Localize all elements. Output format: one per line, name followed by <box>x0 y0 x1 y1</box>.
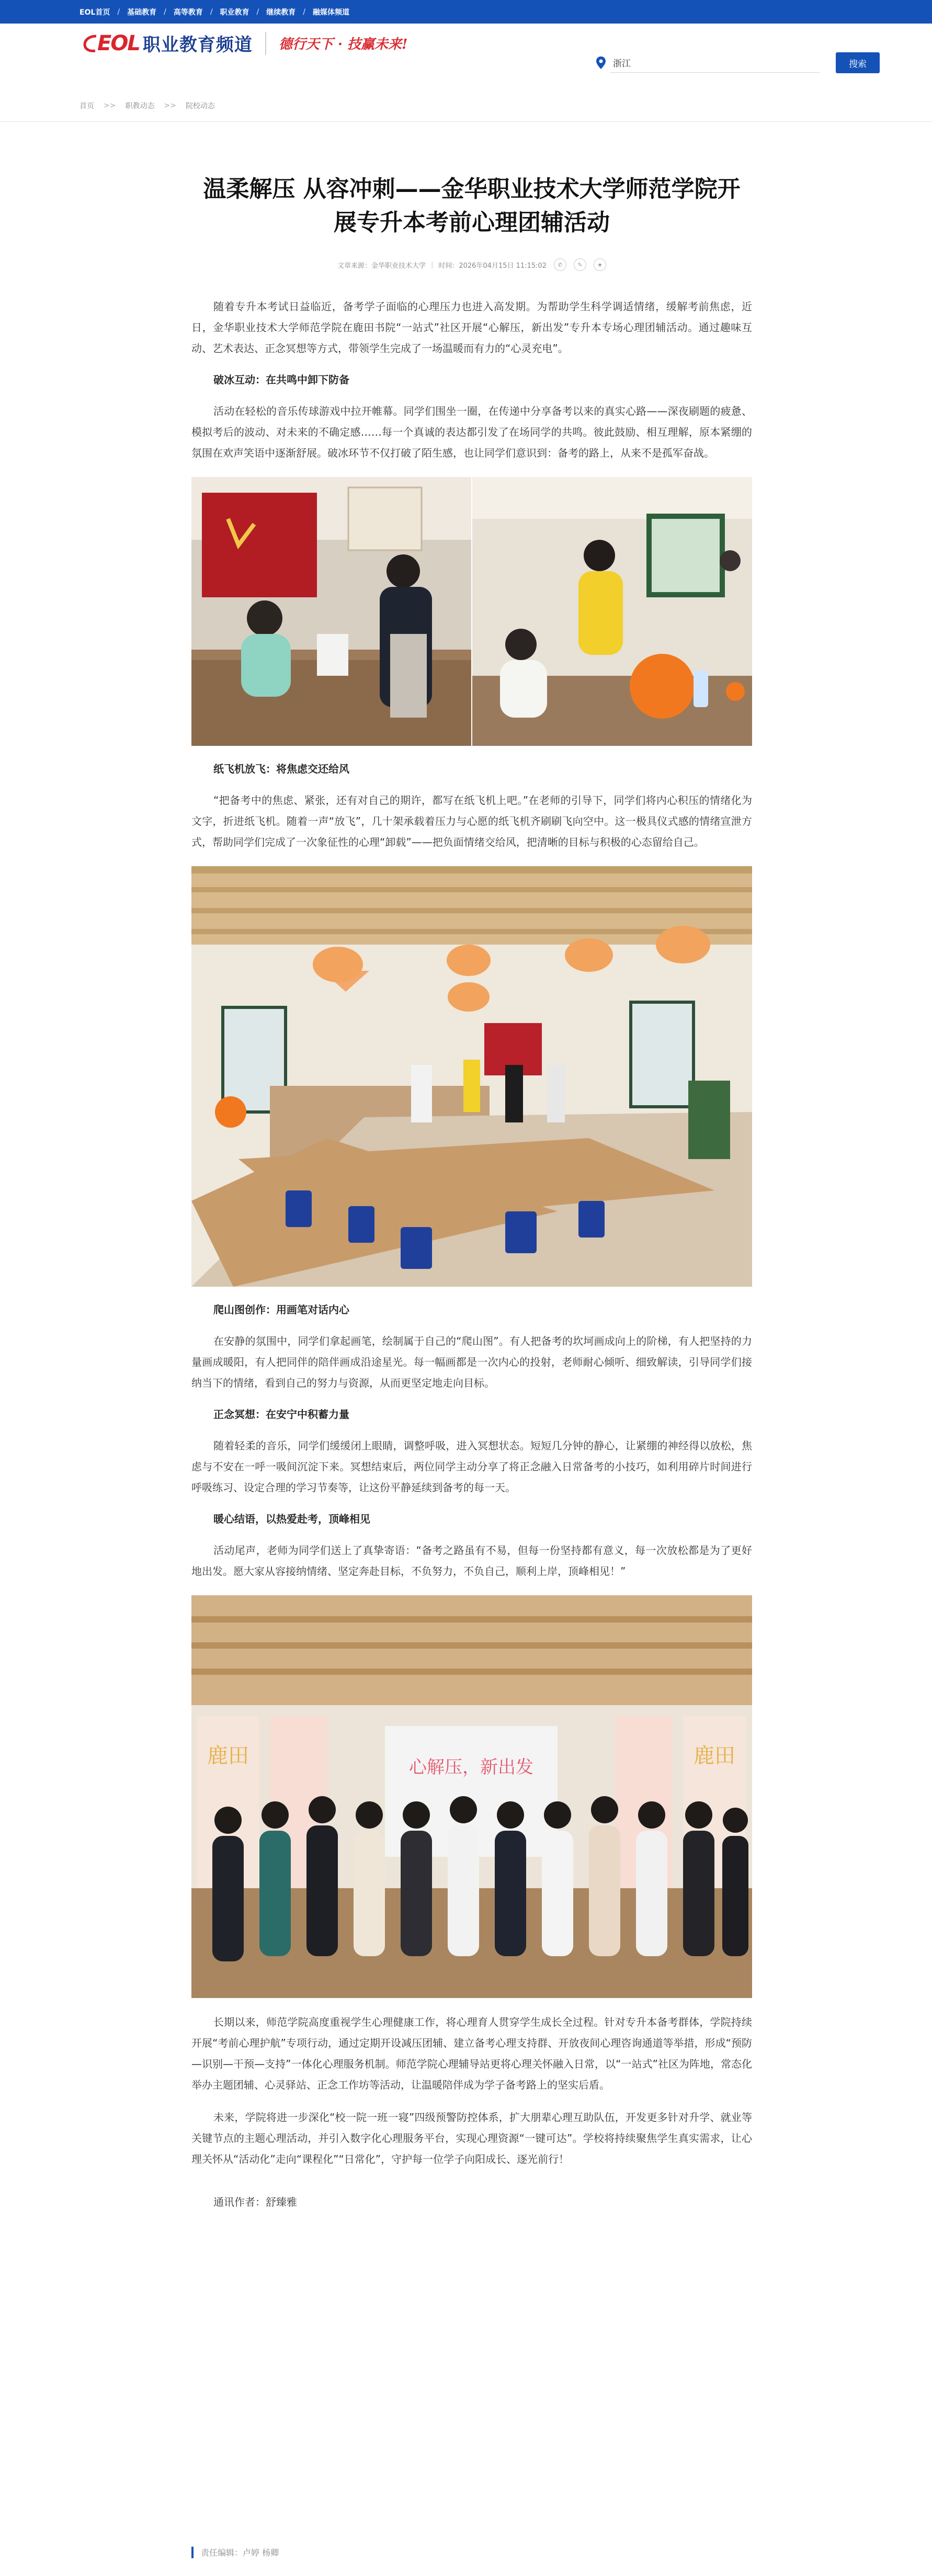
breadcrumb-separator: >> <box>104 101 116 110</box>
eol-swoosh-icon <box>83 33 97 54</box>
wechat-share-icon[interactable]: ✆ <box>554 258 566 271</box>
editor-line <box>191 2546 279 2558</box>
article-paragraph: 未来，学院将进一步深化“校一院一班一寝”四级预警防控体系，扩大朋辈心理互助队伍，开发更多针对升学、就业等关键节点的主题心理活动，并引入数字化心理服务平台，实现心理资源“一键可达”。学校将持续聚焦学生真实需求，让心理关怀从“活动化”走向“课程化”“日常化”，守护每一位学子向阳成长、逐光前行！ <box>191 2111 752 2165</box>
breadcrumb-separator: >> <box>164 101 176 110</box>
topnav-separator: / <box>164 7 166 16</box>
photo-group <box>191 1595 752 1998</box>
article-paragraph: 在安静的氛围中，同学们拿起画笔，绘制属于自己的“爬山图”。有人把备考的坎坷画成向上的阶梯，有人把坚持的力量画成暖阳，有人把同伴的陪伴画成沿途星光。每一幅画都是一次内心的投射，老师耐心倾听、细致解读，引导同学们接纳当下的情绪，看到自己的努力与资源，从而更坚定地走向目标。 <box>191 1335 752 1389</box>
topnav-separator: / <box>210 7 213 16</box>
breadcrumb-vocational-news[interactable]: 职教动态 <box>125 102 155 110</box>
article-paragraph: 活动尾声，老师为同学们送上了真挚寄语：“备考之路虽有不易，但每一份坚持都有意义，每一次放松都是为了更好地出发。愿大家从容接纳情绪、坚定奔赴目标，不负努力，不负自己，顺利上岸，顶峰相见！” <box>191 1544 752 1578</box>
article-meta <box>191 258 752 271</box>
topnav-separator: / <box>303 7 305 16</box>
article-paragraph: 活动在轻松的音乐传球游戏中拉开帷幕。同学们围坐一圈，在传递中分享备考以来的真实心路——深夜刷题的疲惫、模拟考后的波动、对未来的不确定感……每一个真诚的表达都引发了在场同学的共鸣。彼此鼓励、相互理解，原本紧绷的氛围在欢声笑语中逐渐舒展。破冰环节不仅打破了陌生感，也让同学们意识到：备考的路上，从来不是孤军奋战。 <box>191 405 752 459</box>
search-bar <box>595 52 880 73</box>
logo-channel-text: 职业教育频道 <box>142 35 253 55</box>
site-logo[interactable] <box>83 30 407 56</box>
logo-divider <box>265 32 266 55</box>
photo-paper-planes <box>191 866 752 1287</box>
topnav-continuing-education[interactable]: 继续教育 <box>266 8 296 17</box>
topnav-separator: / <box>256 7 259 16</box>
qq-share-icon[interactable]: ★ <box>594 258 606 271</box>
slogan: 德行天下 · 技赢未来! <box>278 37 408 52</box>
banner-text: 心解压，新出发 <box>409 1757 533 1778</box>
section-heading: 破冰互动：在共鸣中卸下防备 <box>213 373 349 386</box>
article-photo-2 <box>191 866 752 1287</box>
topnav-separator: / <box>117 7 120 16</box>
banner-deco-left: 鹿田 <box>207 1744 249 1768</box>
search-input[interactable] <box>610 53 820 73</box>
section-heading: 爬山图创作：用画笔对话内心 <box>213 1303 349 1316</box>
breadcrumb <box>79 99 215 112</box>
article-author: 通讯作者：舒臻雅 <box>213 2196 297 2208</box>
photo-icebreaker <box>191 477 752 746</box>
article <box>191 173 752 2223</box>
topnav-higher-education[interactable]: 高等教育 <box>173 8 203 17</box>
article-photo-1 <box>191 477 752 746</box>
article-editor: 责任编辑：卢婷 杨卿 <box>201 2548 279 2558</box>
article-paragraph: 随着轻柔的音乐，同学们缓缓闭上眼睛，调整呼吸，进入冥想状态。短短几分钟的静心，让紧绷的神经得以放松，焦虑与不安在一呼一吸间沉淀下来。冥想结束后，两位同学主动分享了将正念融入日常备考的小技巧，如利用碎片时间进行呼吸练习、设定合理的学习节奏等，让这份平静延续到备考的每一天。 <box>191 1439 752 1494</box>
section-heading: 暖心结语，以热爱赴考，顶峰相见 <box>213 1513 370 1525</box>
article-paragraph: “把备考中的焦虑、紧张，还有对自己的期许，都写在纸飞机上吧。”在老师的引导下，同学们将内心积压的情绪化为文字，折进纸飞机。随着一声“放飞”，几十架承载着压力与心愿的纸飞机齐刷刷飞向空中。这一极具仪式感的情绪宣泄方式，帮助同学们完成了一次象征性的心理“卸载”——把负面情绪交给风，把清晰的目标与积极的心态留给自己。 <box>191 794 752 848</box>
section-heading: 纸飞机放飞：将焦虑交还给风 <box>213 763 349 775</box>
article-paragraph: 随着专升本考试日益临近，备考学子面临的心理压力也进入高发期。为帮助学生科学调适情绪，缓解考前焦虑，近日，金华职业技术大学师范学院在鹿田书院“一站式”社区开展“心解压，新出发”专升本专场心理团辅活动。通过趣味互动、艺术表达、正念冥想等方式，带领学生完成了一场温暖而有力的“心灵充电”。 <box>191 300 752 355</box>
top-nav-bar <box>0 0 932 24</box>
topnav-media-channel[interactable]: 融媒体频道 <box>312 8 349 17</box>
article-source: 文章来源：金华职业技术大学 <box>337 262 426 270</box>
search-button[interactable]: 搜索 <box>836 52 880 73</box>
topnav-vocational-education[interactable]: 职业教育 <box>220 8 249 17</box>
location-pin-icon[interactable] <box>595 56 607 70</box>
header-divider <box>0 121 932 122</box>
logo-mark <box>83 30 253 56</box>
section-heading: 正念冥想：在安宁中积蓄力量 <box>213 1408 349 1421</box>
logo-eol-text: EOL <box>97 31 140 55</box>
topnav-eol-home[interactable]: EOL首页 <box>79 8 110 17</box>
article-time: 时间：2026年04月15日 11:15:02 <box>438 262 547 270</box>
meta-separator: | <box>430 260 434 269</box>
top-nav <box>79 0 349 24</box>
banner-deco-right: 鹿田 <box>694 1744 735 1768</box>
breadcrumb-home[interactable]: 首页 <box>79 102 94 110</box>
weibo-share-icon[interactable]: ✎ <box>574 258 586 271</box>
article-paragraph: 长期以来，师范学院高度重视学生心理健康工作，将心理育人贯穿学生成长全过程。针对专升本备考群体，学院持续开展“考前心理护航”专项行动，通过定期开设减压团辅、建立备考心理支持群、开放夜间心理咨询通道等举措，形成“预防—识别—干预—支持”一体化心理服务机制。师范学院心理辅导站更将心理关怀融入日常，以“一站式”社区为阵地，常态化举办主题团辅、心灵驿站、正念工作坊等活动，让温暖陪伴成为学子备考路上的坚实后盾。 <box>191 2016 752 2091</box>
topnav-basic-education[interactable]: 基础教育 <box>127 8 157 17</box>
breadcrumb-school-news[interactable]: 院校动态 <box>185 102 215 110</box>
article-photo-3 <box>191 1595 752 1998</box>
article-title: 温柔解压 从容冲刺——金华职业技术大学师范学院开展专升本考前心理团辅活动 <box>203 176 741 236</box>
editor-accent-bar <box>191 2547 194 2558</box>
